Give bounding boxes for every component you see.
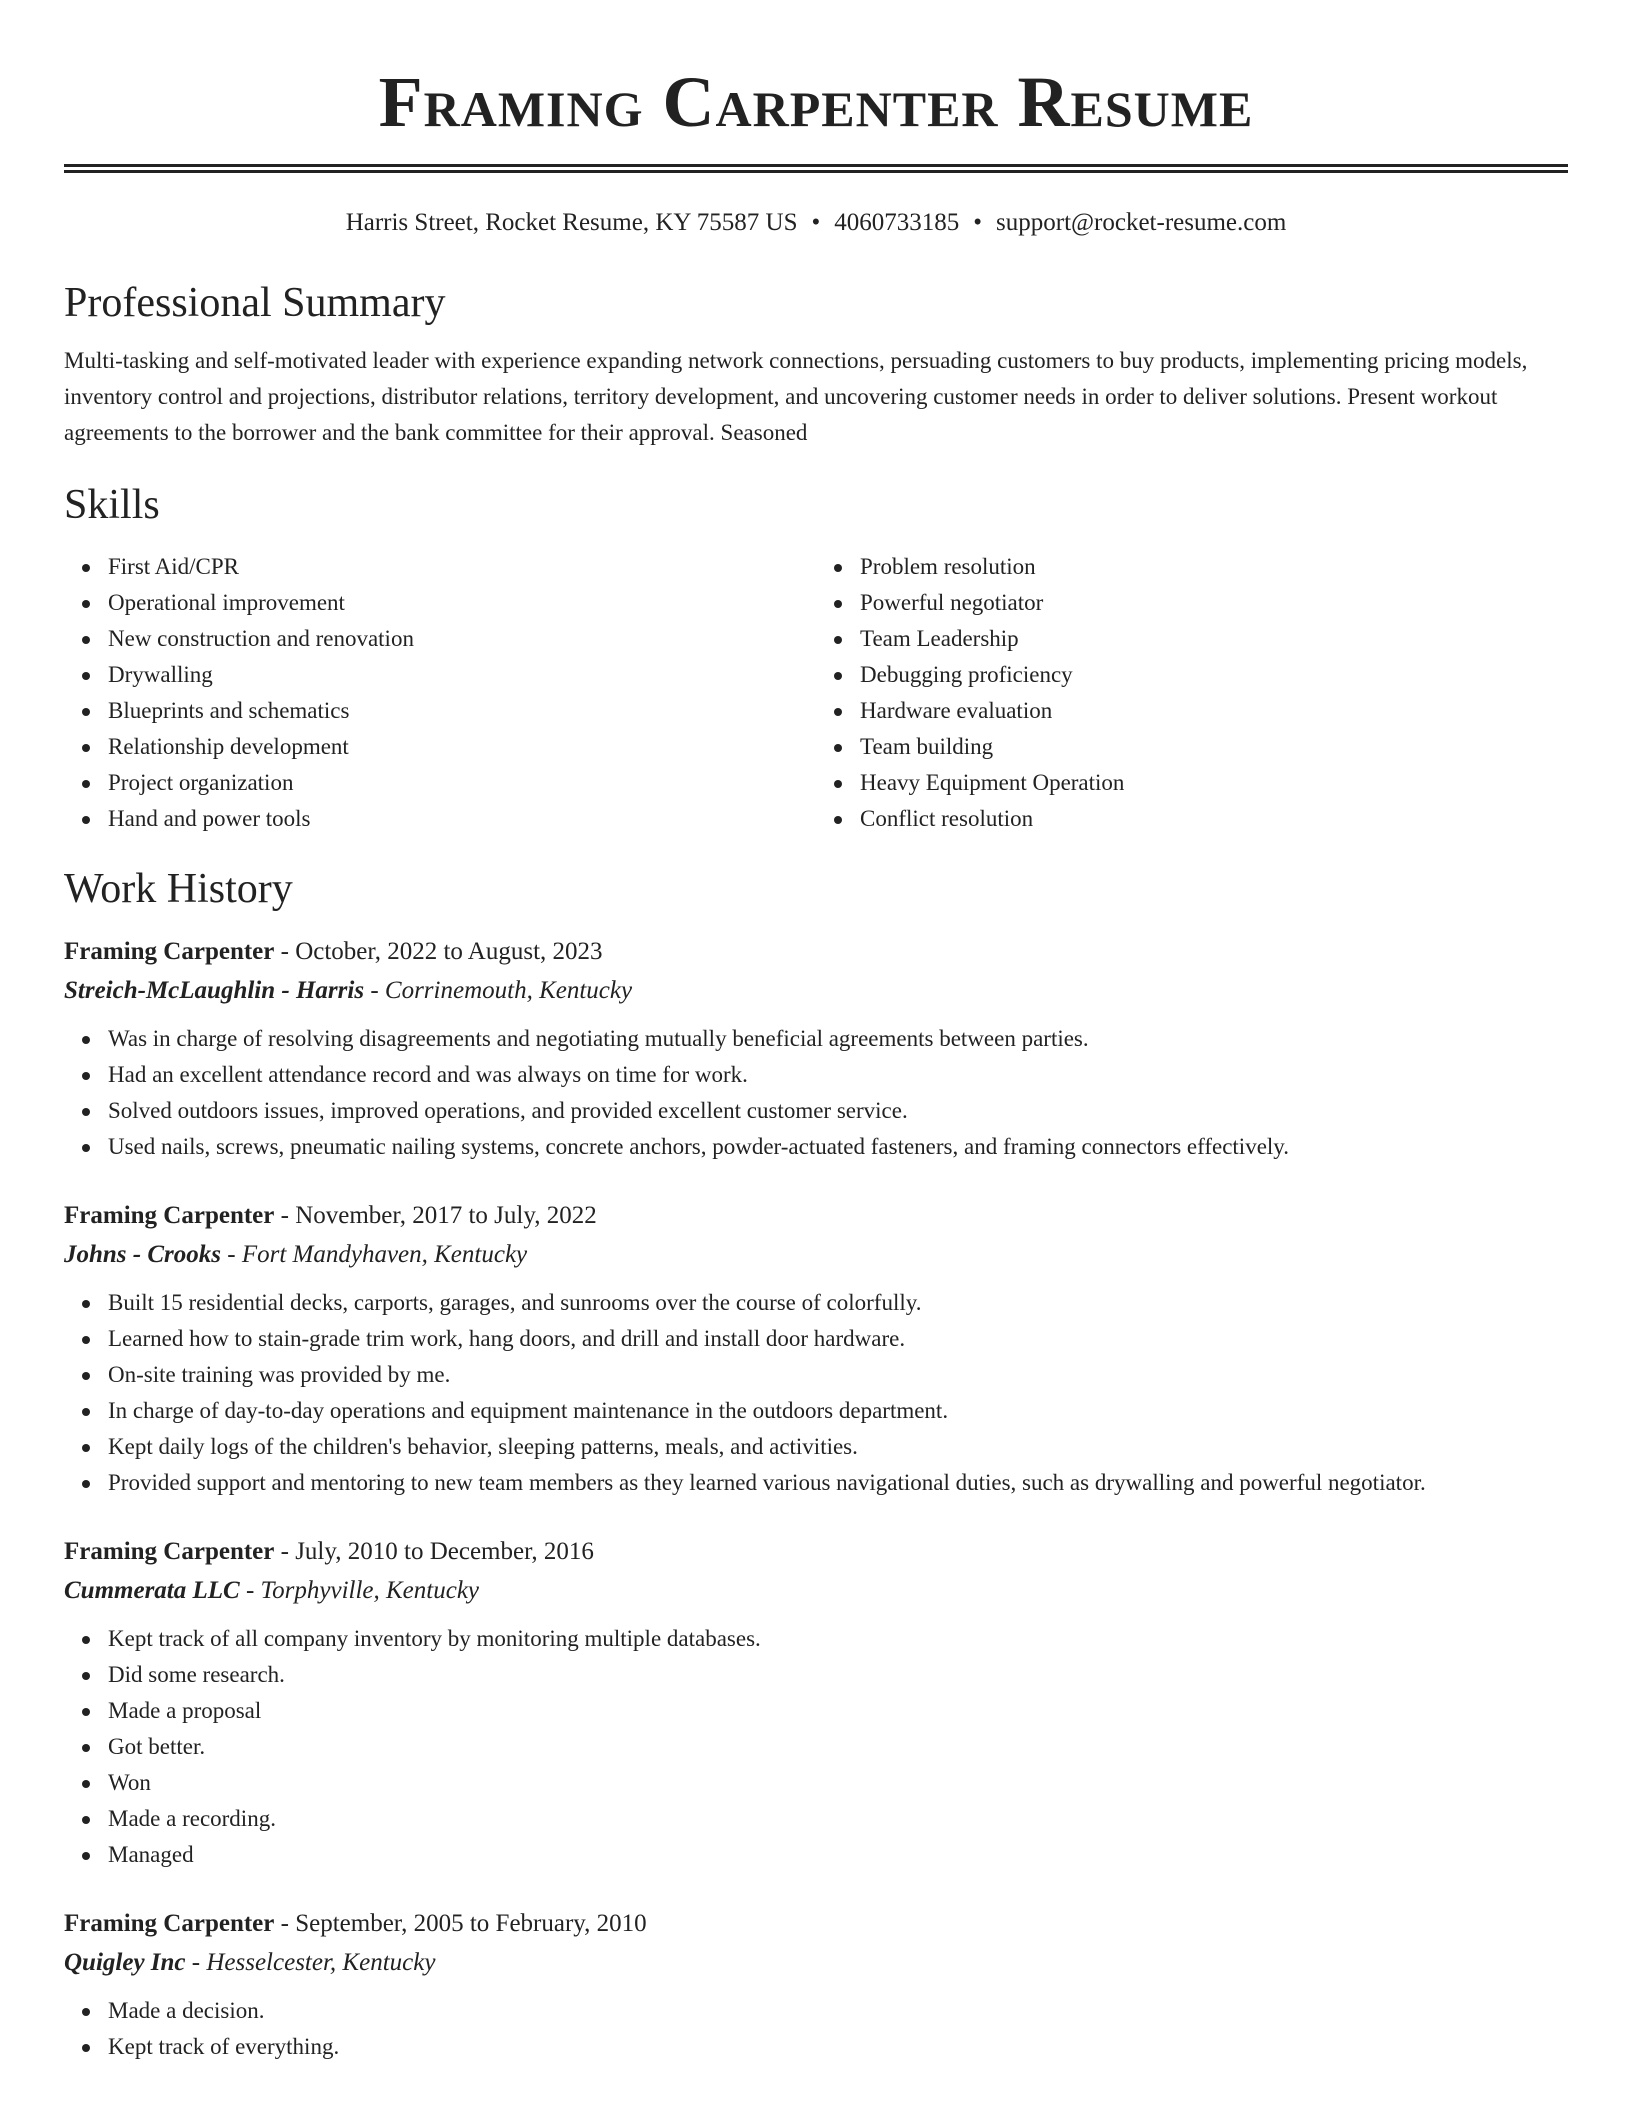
- job-duty: On-site training was provided by me.: [108, 1357, 1568, 1393]
- skill-item: Project organization: [108, 765, 816, 801]
- job-entry: [64, 1905, 1568, 2065]
- job-company: Cummerata LLC: [64, 1577, 240, 1604]
- skill-item: Debugging proficiency: [860, 657, 1568, 693]
- job-company: Quigley Inc: [64, 1949, 186, 1976]
- job-duty: Learned how to stain-grade trim work, hang doors, and drill and install door hardware.: [108, 1321, 1568, 1357]
- job-duty: In charge of day-to-day operations and equipment maintenance in the outdoors department.: [108, 1393, 1568, 1429]
- skill-item: Powerful negotiator: [860, 585, 1568, 621]
- job-duty: Kept track of all company inventory by monitoring multiple databases.: [108, 1621, 1568, 1657]
- skill-item: Hand and power tools: [108, 801, 816, 837]
- job-duty: Built 15 residential decks, carports, garages, and sunrooms over the course of colorfully.: [108, 1285, 1568, 1321]
- job-employer: [64, 1235, 1568, 1275]
- contact-phone: 4060733185: [834, 209, 960, 236]
- job-duty: Made a decision.: [108, 1993, 1568, 2029]
- job-dates: - July, 2010 to December, 2016: [274, 1538, 594, 1565]
- job-header: [64, 1533, 1568, 1571]
- skill-item: New construction and renovation: [108, 621, 816, 657]
- job-duties: [64, 1621, 1568, 1873]
- job-title: Framing Carpenter: [64, 938, 275, 965]
- skill-item: Problem resolution: [860, 549, 1568, 585]
- job-duty: Was in charge of resolving disagreements and negotiating mutually beneficial agreements between parties.: [108, 1021, 1568, 1057]
- skills-list: [64, 549, 1568, 837]
- job-duty: Did some research.: [108, 1657, 1568, 1693]
- contact-separator: •: [811, 209, 821, 236]
- title-divider: [64, 164, 1568, 173]
- job-employer: [64, 1571, 1568, 1611]
- job-location: - Hesselcester, Kentucky: [185, 1949, 436, 1976]
- skill-item: Team building: [860, 729, 1568, 765]
- job-duty: Had an excellent attendance record and was always on time for work.: [108, 1057, 1568, 1093]
- job-header: [64, 933, 1568, 971]
- job-duty: Kept daily logs of the children's behavior, sleeping patterns, meals, and activities.: [108, 1429, 1568, 1465]
- job-location: - Corrinemouth, Kentucky: [364, 977, 633, 1004]
- work-history-heading: Work History: [64, 866, 293, 912]
- job-header: [64, 1905, 1568, 1943]
- skill-item: Team Leadership: [860, 621, 1568, 657]
- skill-item: Relationship development: [108, 729, 816, 765]
- resume-title: Framing Carpenter Resume: [378, 62, 1254, 142]
- skill-item: Conflict resolution: [860, 801, 1568, 837]
- contact-address: Harris Street, Rocket Resume, KY 75587 US: [345, 209, 798, 236]
- skill-item: Hardware evaluation: [860, 693, 1568, 729]
- job-duty: Made a recording.: [108, 1801, 1568, 1837]
- job-location: - Torphyville, Kentucky: [239, 1577, 480, 1604]
- skill-item: Drywalling: [108, 657, 816, 693]
- job-title: Framing Carpenter: [64, 1538, 275, 1565]
- job-duty: Made a proposal: [108, 1693, 1568, 1729]
- job-entry: [64, 933, 1568, 1165]
- job-duty: Kept track of everything.: [108, 2029, 1568, 2065]
- job-dates: - September, 2005 to February, 2010: [274, 1910, 647, 1937]
- skill-item: First Aid/CPR: [108, 549, 816, 585]
- skill-item: Operational improvement: [108, 585, 816, 621]
- job-duties: [64, 1285, 1568, 1501]
- job-location: - Fort Mandyhaven, Kentucky: [221, 1241, 528, 1268]
- job-duties: [64, 1021, 1568, 1165]
- job-duty: Managed: [108, 1837, 1568, 1873]
- job-title: Framing Carpenter: [64, 1202, 275, 1229]
- job-entry: [64, 1533, 1568, 1873]
- job-company: Johns - Crooks: [64, 1241, 221, 1268]
- job-title: Framing Carpenter: [64, 1910, 275, 1937]
- job-duty: Won: [108, 1765, 1568, 1801]
- skill-item: Heavy Equipment Operation: [860, 765, 1568, 801]
- job-duties: [64, 1993, 1568, 2065]
- contact-email: support@rocket-resume.com: [996, 209, 1287, 236]
- job-dates: - November, 2017 to July, 2022: [274, 1202, 597, 1229]
- job-header: [64, 1197, 1568, 1235]
- summary-text: Multi-tasking and self-motivated leader with experience expanding network connections, persuading customers to buy products, implementing pricing models, inventory control and projections, distributor relations, territory development, and uncovering customer needs in order to deliver solutions. Present workout agreements to the borrower and the bank committee for their approval. Seasoned: [64, 348, 1528, 445]
- job-entry: [64, 1197, 1568, 1501]
- skills-column-right: [816, 549, 1568, 837]
- skill-item: Blueprints and schematics: [108, 693, 816, 729]
- job-duty: Solved outdoors issues, improved operations, and provided excellent customer service.: [108, 1093, 1568, 1129]
- job-duty: Used nails, screws, pneumatic nailing systems, concrete anchors, powder-actuated fasteners, and framing connectors effectively.: [108, 1129, 1568, 1165]
- contact-separator: •: [973, 209, 983, 236]
- skills-column-left: [64, 549, 816, 837]
- skills-heading: Skills: [64, 482, 160, 528]
- job-duty: Provided support and mentoring to new team members as they learned various navigational duties, such as drywalling and powerful negotiator.: [108, 1465, 1568, 1501]
- contact-line: [64, 207, 1568, 239]
- summary-heading: Professional Summary: [64, 280, 446, 326]
- job-dates: - October, 2022 to August, 2023: [274, 938, 603, 965]
- job-employer: [64, 971, 1568, 1011]
- job-employer: [64, 1943, 1568, 1983]
- job-duty: Got better.: [108, 1729, 1568, 1765]
- job-company: Streich-McLaughlin - Harris: [64, 977, 365, 1004]
